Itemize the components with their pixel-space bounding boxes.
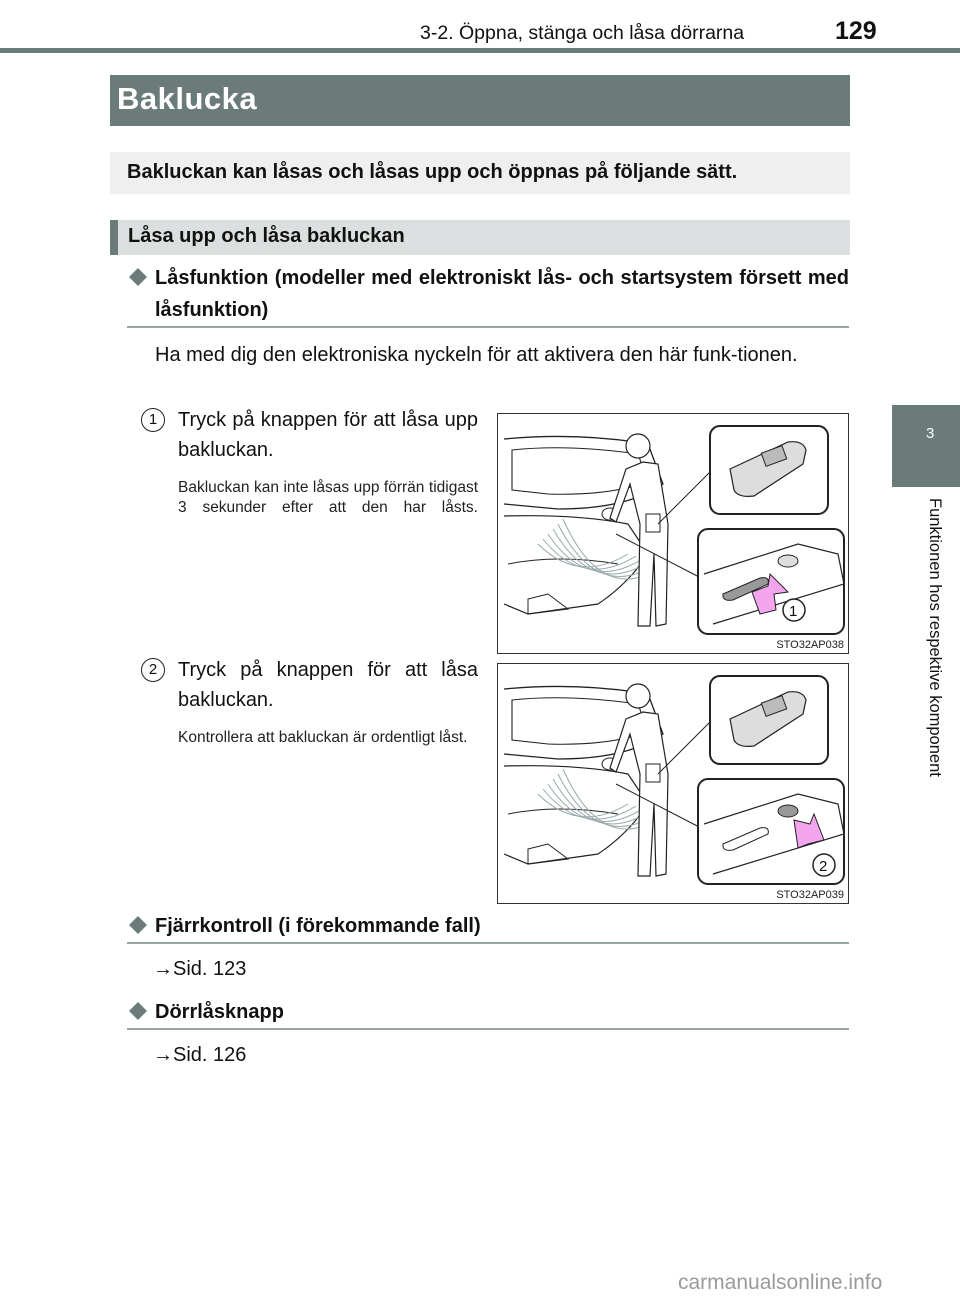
section-heading-door-lock-button (127, 996, 849, 1030)
chapter-number: 3 (926, 425, 935, 442)
section-title: 3-2. Öppna, stänga och låsa dörrarna (420, 22, 745, 44)
step-number-2: 2 (141, 658, 165, 682)
header-rule (0, 48, 960, 53)
step-1-instruction: Tryck på knappen för att låsa upp bakluckan. (178, 409, 478, 461)
page-number: 129 (835, 17, 877, 45)
figure-lock-back-door (497, 663, 849, 904)
subheading-bar (110, 220, 850, 255)
section-heading-text: Låsfunktion (modeller med elektroniskt lås- och startsystem försett med låsfunktion) (155, 267, 849, 321)
figure-code: STO32AP038 (776, 639, 844, 651)
svg-text:2: 2 (819, 858, 828, 875)
illustration-unlock (498, 414, 849, 654)
subheading: Låsa upp och låsa bakluckan (128, 225, 405, 247)
step-1-note: Bakluckan kan inte låsas upp förrän tidigast 3 sekunder efter att den har låsts. (178, 479, 478, 516)
diamond-bullet-icon (129, 1002, 147, 1020)
svg-text:1: 1 (789, 603, 798, 620)
intro-text: Bakluckan kan låsas och låsas upp och öppnas på följande sätt. (127, 161, 738, 183)
page-reference-link[interactable]: →Sid. 123 (153, 958, 247, 980)
section-heading-text: Dörrlåsknapp (155, 1001, 284, 1023)
page-title: Baklucka (117, 81, 258, 116)
section-body: Ha med dig den elektroniska nyckeln för att aktivera den här funk-tionen. (155, 344, 798, 366)
section-heading-remote (127, 910, 849, 944)
section-heading-lock-function (127, 262, 849, 328)
step-2-instruction: Tryck på knappen för att låsa bakluckan. (178, 659, 478, 711)
page-title-bar (110, 75, 850, 126)
diamond-bullet-icon (129, 268, 147, 286)
illustration-lock (498, 664, 849, 904)
figure-code: STO32AP039 (776, 889, 844, 901)
chapter-tab (892, 405, 960, 487)
page-reference-link[interactable]: →Sid. 126 (153, 1044, 247, 1066)
chapter-title-vertical: Funktionen hos respektive komponent (926, 498, 944, 777)
intro-box (110, 152, 850, 194)
running-head (0, 0, 960, 50)
step-number-1: 1 (141, 408, 165, 432)
watermark: carmanualsonline.info (678, 1271, 883, 1294)
section-heading-text: Fjärrkontroll (i förekommande fall) (155, 915, 481, 937)
step-2-note: Kontrollera att bakluckan är ordentligt låst. (178, 729, 468, 746)
diamond-bullet-icon (129, 916, 147, 934)
figure-unlock-back-door (497, 413, 849, 654)
